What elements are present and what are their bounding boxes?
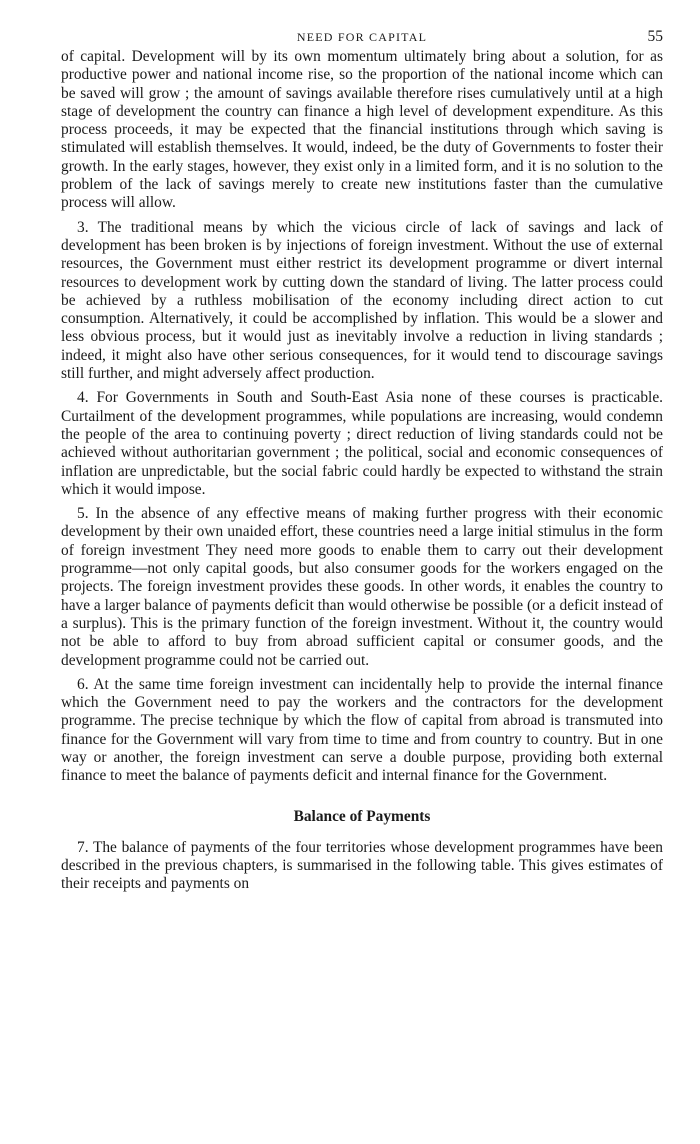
running-title: NEED FOR CAPITAL [296,30,428,44]
paragraph-3: 3. The traditional means by which the vicious circle of lack of savings and lack of development has been broken is by injections of foreign investment. Without the use of external resources, the Government must either restrict its development programme or divert internal resources to development work by cutting down the standard of living. The latter process could be achieved by a ruthless mobilisation of the economy including direct action to cut consumption. Alternatively, it could be accomplished by inflation. This would be a slower and less obvious process, but it would just as inevitably involve a reduction in living standards ; indeed, it might also have other serious consequences, for it would tend to discourage savings still further, and might adversely affect production. [61,218,663,383]
document-page [61,26,663,893]
running-header [61,26,663,48]
paragraph-continuation: of capital. Development will by its own momentum ultimately bring about a solution, for as productive power and national income rise, so the proportion of the national income which can be saved will grow ; the amount of savings available therefore rises cumulatively until at a high stage of development the country can finance a high level of development expenditure. As this process proceeds, it may be expected that the financial institutions through which saving is stimulated will establish themselves. It would, indeed, be the duty of Governments to foster their growth. In the early stages, however, they exist only in a limited form, and it is no solution to the problem of the lack of savings merely to create new institutions faster than the cumulative process will allow. [61,48,663,212]
paragraph-5: 5. In the absence of any effective means of making further progress with their economic development by their own unaided effort, these countries need a large initial stimulus in the form of foreign investment They need more goods to enable them to carry out their development programme—not only capital goods, but also consumer goods for the workers engaged on the projects. The foreign investment provides these goods. In other words, it enables the country to have a larger balance of payments deficit than would otherwise be possible (or a deficit instead of a surplus). This is the primary function of the foreign investment. Without it, the country would not be able to afford to buy from abroad sufficient capital or consumer goods, and the development programme could not be carried out. [61,505,663,669]
paragraph-4: 4. For Governments in South and South-East Asia none of these courses is practicable. Curtailment of the development programmes, while populations are increasing, would condemn the people of the area to continuing poverty ; direct reduction of living standards could not be achieved without authoritarian government ; the political, social and economic consequences of inflation are unpredictable, but the social fabric could hardly be expected to withstand the strain which it would impose. [61,389,663,498]
paragraph-6: 6. At the same time foreign investment can incidentally help to provide the internal finance which the Government need to pay the workers and the contractors for the development programme. The precise technique by which the flow of capital from abroad is transmuted into finance for the Government will vary from time to time and from country to country. But in one way or another, the foreign investment can serve a double purpose, providing both external finance to meet the balance of payments deficit and internal finance for the Government. [61,675,663,785]
page-number: 55 [647,28,663,45]
paragraph-7: 7. The balance of payments of the four territories whose development programmes have been described in the previous chapters, is summarised in the following table. This gives estimates of their receipts and payments on [61,838,663,893]
section-heading: Balance of Payments [293,807,431,825]
